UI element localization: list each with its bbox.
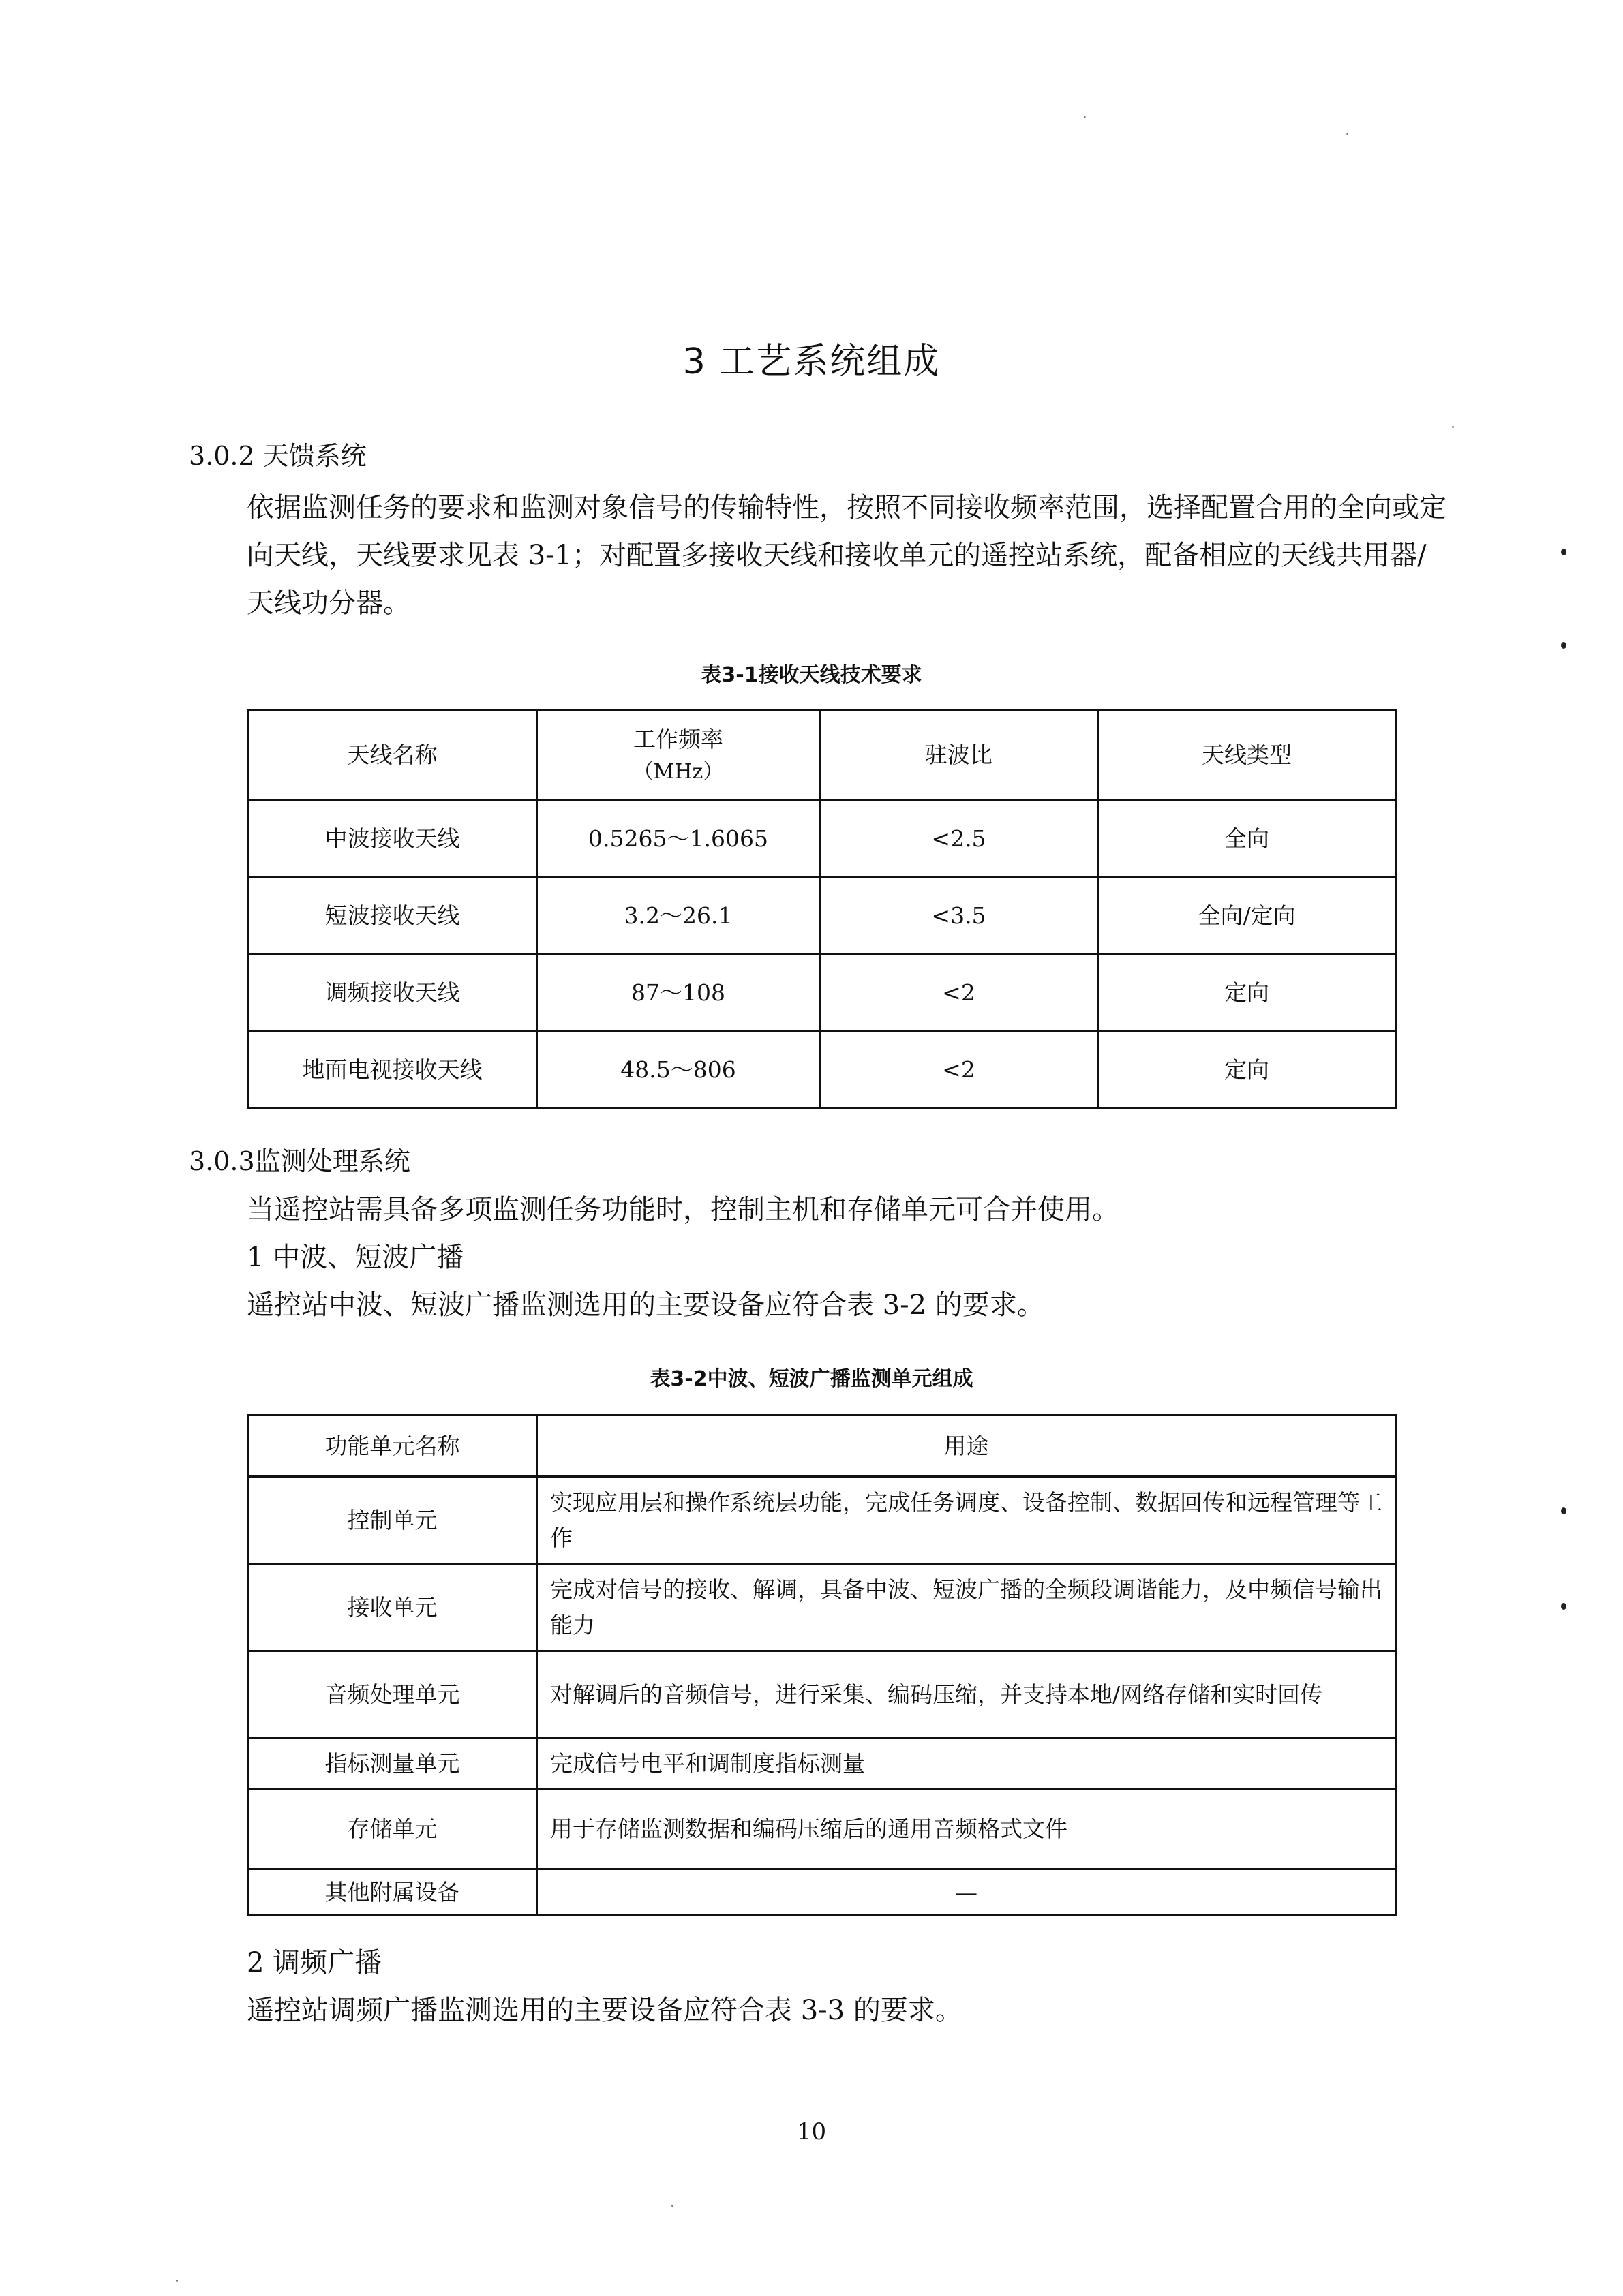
table-cell: 48.5～806: [537, 1032, 820, 1109]
table-3-1-header-cell: 天线名称: [248, 710, 537, 801]
table-cell: 对解调后的音频信号，进行采集、编码压缩，并支持本地/网络存储和实时回传: [537, 1651, 1396, 1739]
table-cell: <2: [820, 1032, 1098, 1109]
table-cell: 实现应用层和操作系统层功能，完成任务调度、设备控制、数据回传和远程管理等工作: [537, 1477, 1396, 1564]
table-cell: 指标测量单元: [248, 1739, 537, 1789]
scan-speck: [671, 2205, 673, 2207]
section-3-0-2-text: 依据监测任务的要求和监测对象信号的传输特性，按照不同接收频率范围，选择配置合用的全向或定向天线，天线要求见表 3-1；对配置多接收天线和接收单元的遥控站系统，配备相应的天线共用器/天线功分器。: [247, 492, 1446, 619]
scan-mark: [1561, 1507, 1566, 1514]
scan-speck: [1346, 133, 1348, 135]
table-3-1: [247, 709, 1397, 1109]
table-cell: 中波接收天线: [248, 801, 537, 878]
table-cell: —: [537, 1869, 1396, 1916]
scan-speck: [1452, 426, 1454, 428]
subsection-1-heading: 1 中波、短波广播: [247, 1242, 464, 1273]
table-cell: 接收单元: [248, 1564, 537, 1651]
page-number: 10: [796, 2118, 827, 2145]
table-cell: 87～108: [537, 955, 820, 1032]
section-3-0-3-line-1: 当遥控站需具备多项监测任务功能时，控制主机和存储单元可合并使用。: [247, 1194, 1119, 1225]
table-cell: 其他附属设备: [248, 1869, 537, 1916]
table-cell: 音频处理单元: [248, 1651, 537, 1739]
table-3-1-header-row: [248, 710, 1396, 801]
table-3-1-header-unit: （MHz）: [633, 760, 724, 784]
table-row: [248, 1564, 1396, 1651]
table-3-1-caption: 表3-1接收天线技术要求: [701, 663, 922, 687]
table-3-2-header-row: [248, 1415, 1396, 1477]
table-3-1-header-freq: 工作频率: [633, 726, 723, 753]
table-3-2-header-cell: 功能单元名称: [248, 1415, 537, 1477]
table-cell: 完成对信号的接收、解调，具备中波、短波广播的全频段调谐能力，及中频信号输出能力: [537, 1564, 1396, 1651]
table-cell: <3.5: [820, 878, 1098, 955]
table-cell: 存储单元: [248, 1789, 537, 1869]
table-cell: 0.5265～1.6065: [537, 801, 820, 878]
chapter-title: 3 工艺系统组成: [682, 341, 941, 382]
table-3-1-header-cell: [537, 710, 820, 801]
table-cell: 用于存储监测数据和编码压缩后的通用音频格式文件: [537, 1789, 1396, 1869]
table-cell: 控制单元: [248, 1477, 537, 1564]
table-cell: 定向: [1098, 955, 1396, 1032]
table-row: [248, 878, 1396, 955]
table-row: [248, 1739, 1396, 1789]
table-row: [248, 1789, 1396, 1869]
table-cell: 完成信号电平和调制度指标测量: [537, 1739, 1396, 1789]
scan-mark: [1561, 642, 1566, 649]
table-row: [248, 955, 1396, 1032]
table-3-1-header-cell: 天线类型: [1098, 710, 1396, 801]
table-cell: 短波接收天线: [248, 878, 537, 955]
table-3-2: [247, 1414, 1397, 1916]
section-3-0-3-heading: 3.0.3监测处理系统: [189, 1146, 410, 1176]
table-row: [248, 801, 1396, 878]
table-cell: 3.2～26.1: [537, 878, 820, 955]
table-cell: 定向: [1098, 1032, 1396, 1109]
table-cell: <2: [820, 955, 1098, 1032]
table-3-2-caption: 表3-2中波、短波广播监测单元组成: [650, 1367, 973, 1391]
section-3-0-2-heading: 3.0.2 天馈系统: [189, 441, 367, 471]
scan-speck: [176, 2280, 178, 2282]
table-cell: 调频接收天线: [248, 955, 537, 1032]
scan-mark: [1561, 549, 1566, 555]
section-3-0-2-paragraph: [247, 484, 1446, 627]
table-cell: <2.5: [820, 801, 1098, 878]
subsection-2-heading: 2 调频广播: [247, 1947, 382, 1978]
table-row: [248, 1651, 1396, 1739]
table-cell: 全向/定向: [1098, 878, 1396, 955]
fm-paragraph: 遥控站调频广播监测选用的主要设备应符合表 3-3 的要求。: [247, 1995, 962, 2026]
table-3-2-header-cell: 用途: [537, 1415, 1396, 1477]
table-row: [248, 1032, 1396, 1109]
table-row: [248, 1869, 1396, 1916]
scan-speck: [1084, 116, 1086, 118]
table-cell: 全向: [1098, 801, 1396, 878]
table-cell: 地面电视接收天线: [248, 1032, 537, 1109]
section-3-0-3-line-2: 遥控站中波、短波广播监测选用的主要设备应符合表 3-2 的要求。: [247, 1289, 1044, 1321]
table-3-1-header-cell: 驻波比: [820, 710, 1098, 801]
scan-mark: [1561, 1603, 1566, 1610]
table-row: [248, 1477, 1396, 1564]
